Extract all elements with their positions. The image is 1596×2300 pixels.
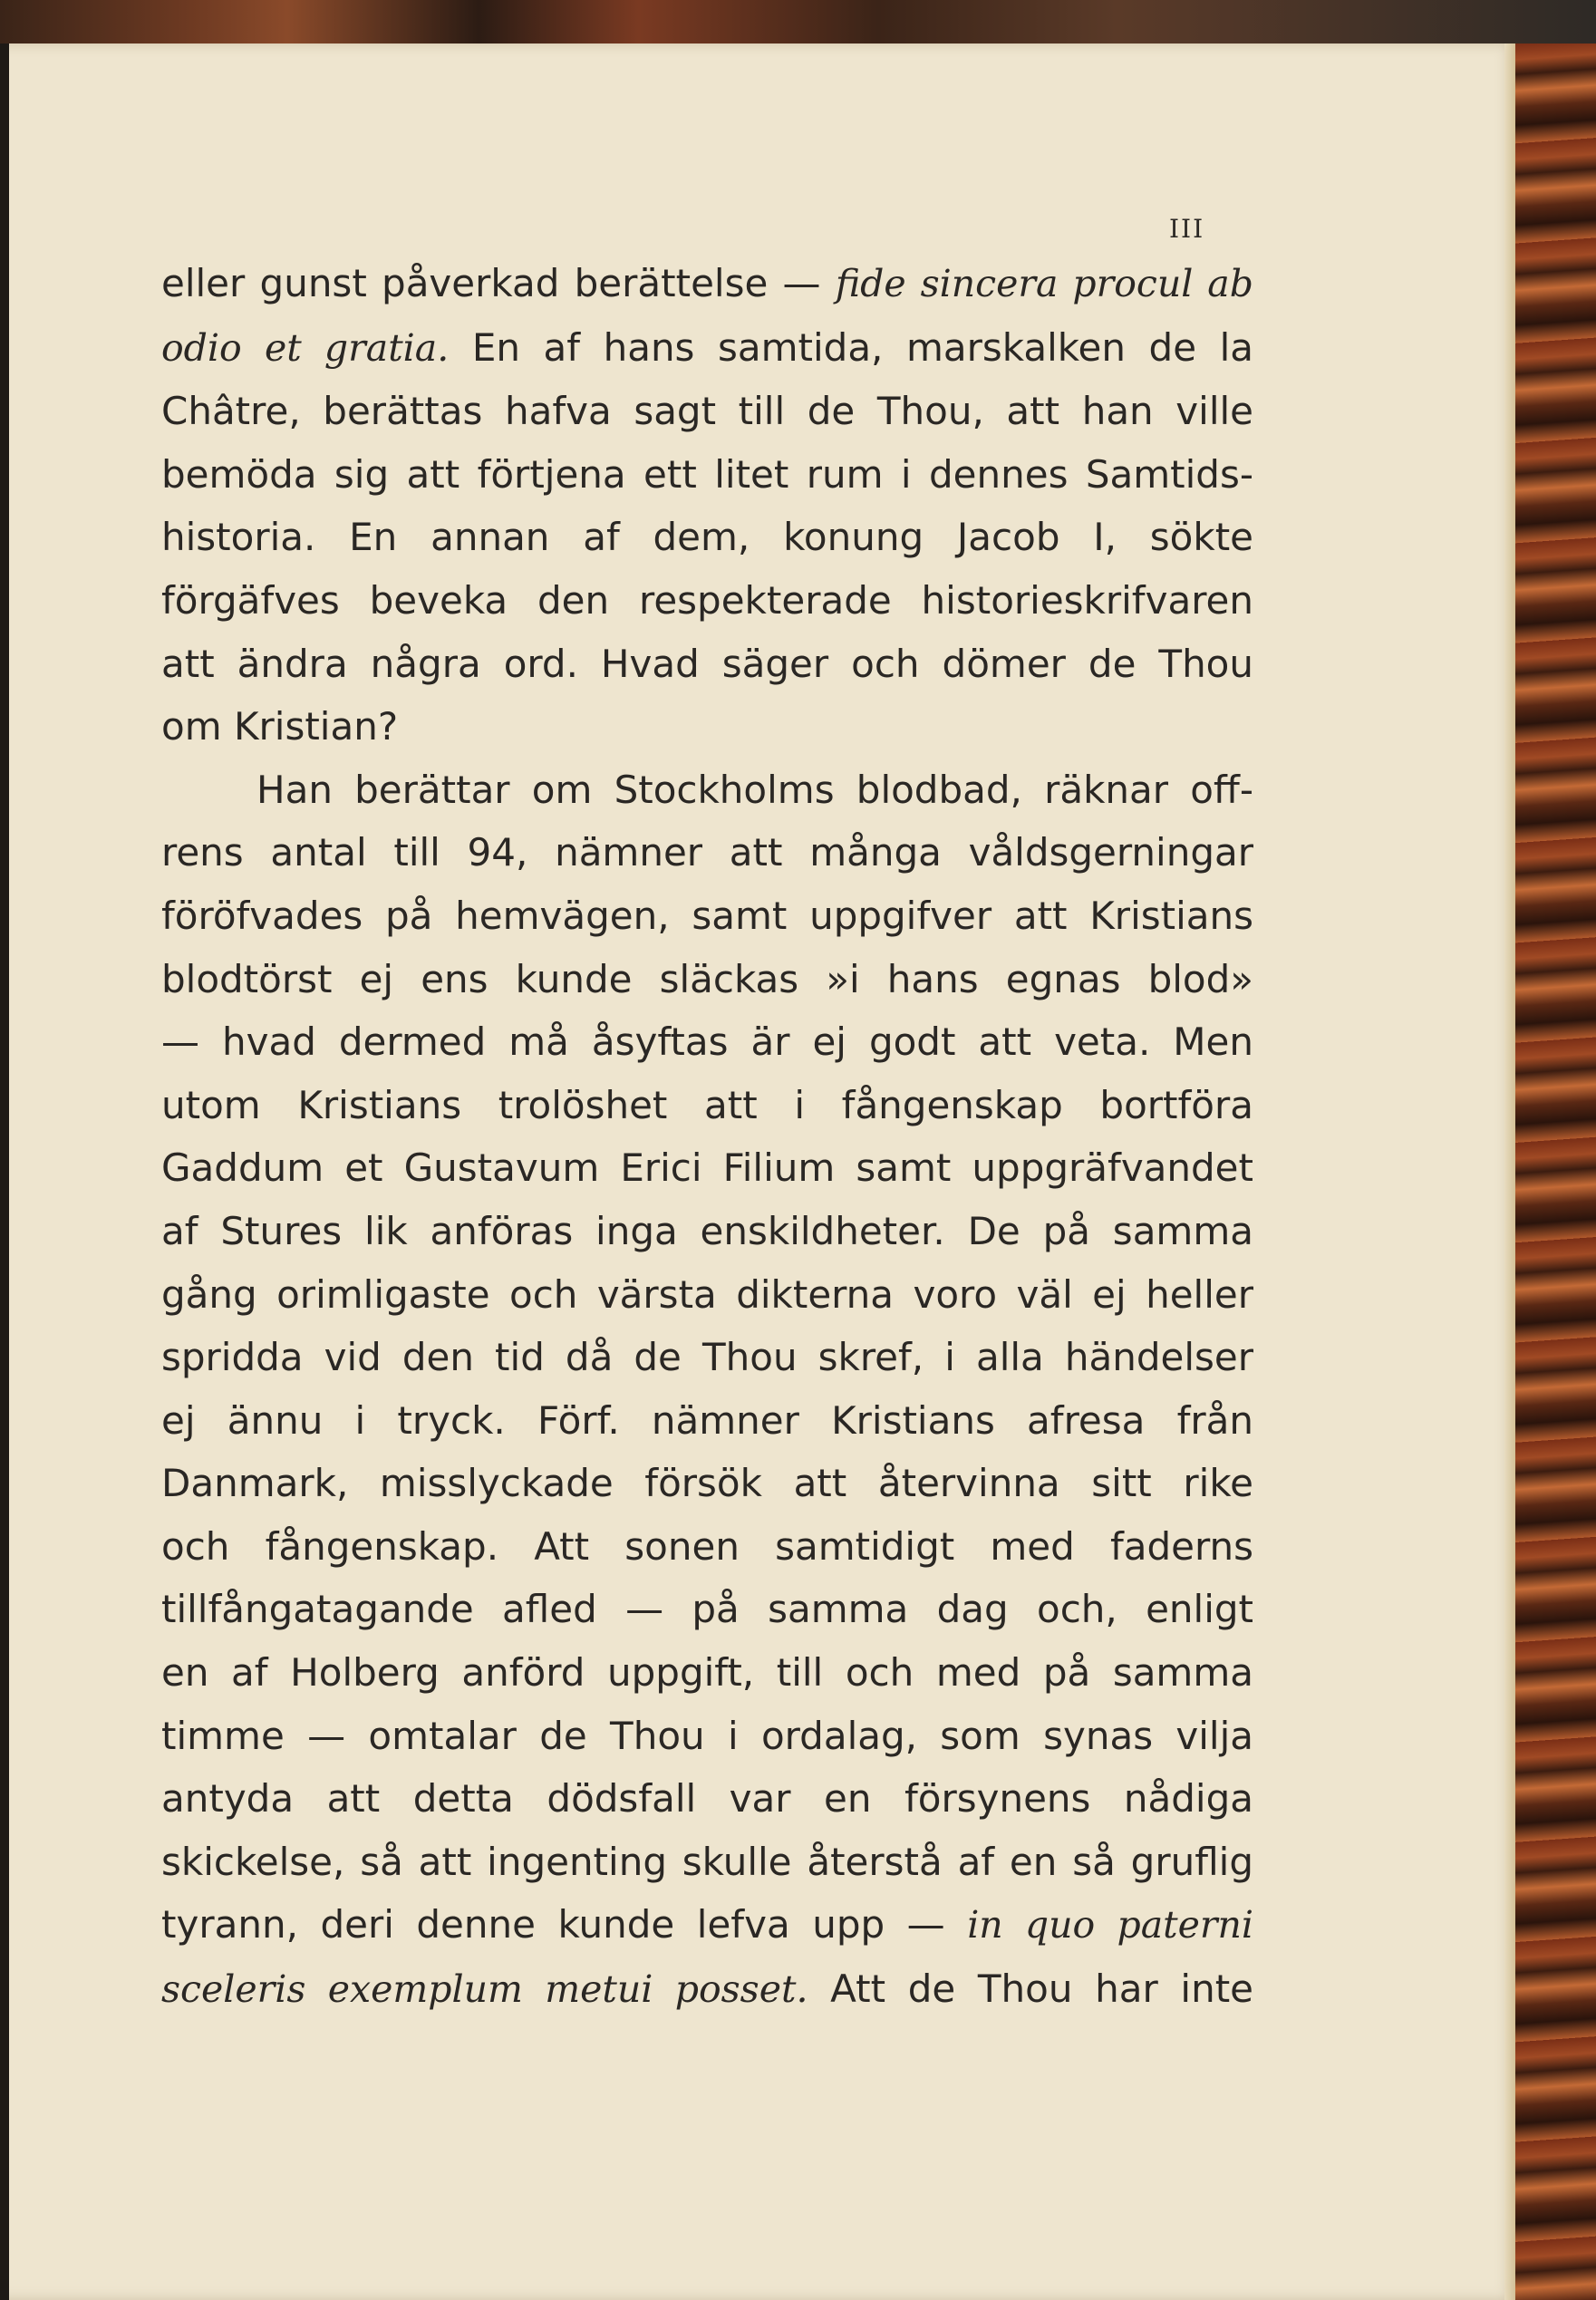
text-line: eller gunst påverkad berättelse — fide sincera procul ab [161,261,1253,305]
text-line: utom Kristians trolöshet att i fångenskap bortföra [161,1082,1253,1127]
paragraph-start: Han berättar om Stockholms blodbad, räknar off- [256,767,1253,812]
marbled-cover [1515,43,1596,2300]
text-line: timme — omtalar de Thou i ordalag, som synas vilja [161,1713,1253,1758]
text-line: Châtre, berättas hafva sagt till de Thou, att han ville [161,389,1253,434]
text-line: Danmark, misslyckade försök att återvinna sitt rike [161,1461,1253,1506]
latin-quote: fide sincera procul ab [835,262,1253,305]
text-line: ej ännu i tryck. Förf. nämner Kristians afresa från [161,1397,1253,1443]
latin-quote: sceleris exemplum metui posset. [161,1967,808,2012]
text-line: skickelse, så att ingenting skulle återstå af en så gruflig [161,1839,1253,1884]
text-line: blodtörst ej ens kunde släckas »i hans egnas blod» [161,956,1253,1001]
text-line: att ändra några ord. Hvad säger och dömer de Thou [161,641,1253,686]
text-line: spridda vid den tid då de Thou skref, i alla händelser [161,1335,1253,1380]
text-line: bemöda sig att förtjena ett litet rum i dennes Samtids- [161,451,1253,497]
text-line: rens antal till 94, nämner att många våldsgerningar [161,830,1253,875]
text-line: om Kristian? [161,704,399,749]
left-gutter [0,43,9,2300]
top-cover-edge [0,0,1596,43]
text-line: antyda att detta dödsfall var en försynens nådiga [161,1776,1253,1822]
text-line: tillfångatagande afled — på samma dag och, enligt [161,1587,1253,1632]
text-line: en af Holberg anförd uppgift, till och med på samma [161,1650,1253,1696]
text-line: historia. En annan af dem, konung Jacob I, sökte [161,515,1253,560]
text-line: gång orimligaste och värsta dikterna voro väl ej heller [161,1271,1253,1317]
latin-quote: in quo paterni [967,1903,1253,1947]
text-line: sceleris exemplum metui posset. Att de Thou har inte [161,1967,1253,2012]
text-line: föröfvades på hemvägen, samt uppgifver att Kristians [161,893,1253,938]
text-line: tyrann, deri denne kunde lefva upp — in quo paterni [161,1902,1253,1947]
latin-quote: odio et gratia. [161,325,450,370]
text-line: af Stures lik anföras inga enskildheter. De på samma [161,1208,1253,1253]
text-line: — hvad dermed må åsyftas är ej godt att veta. Men [161,1020,1253,1065]
text-line: och fångenskap. Att sonen samtidigt med faderns [161,1523,1253,1569]
text-line: Gaddum et Gustavum Erici Filium samt uppgräfvandet [161,1145,1253,1191]
text-line: förgäfves beveka den respekterade historieskrifvaren [161,577,1253,623]
page-number: III [1169,214,1205,244]
body-text [161,252,1253,2022]
text-line: odio et gratia. En af hans samtida, marskalken de la [161,324,1254,370]
